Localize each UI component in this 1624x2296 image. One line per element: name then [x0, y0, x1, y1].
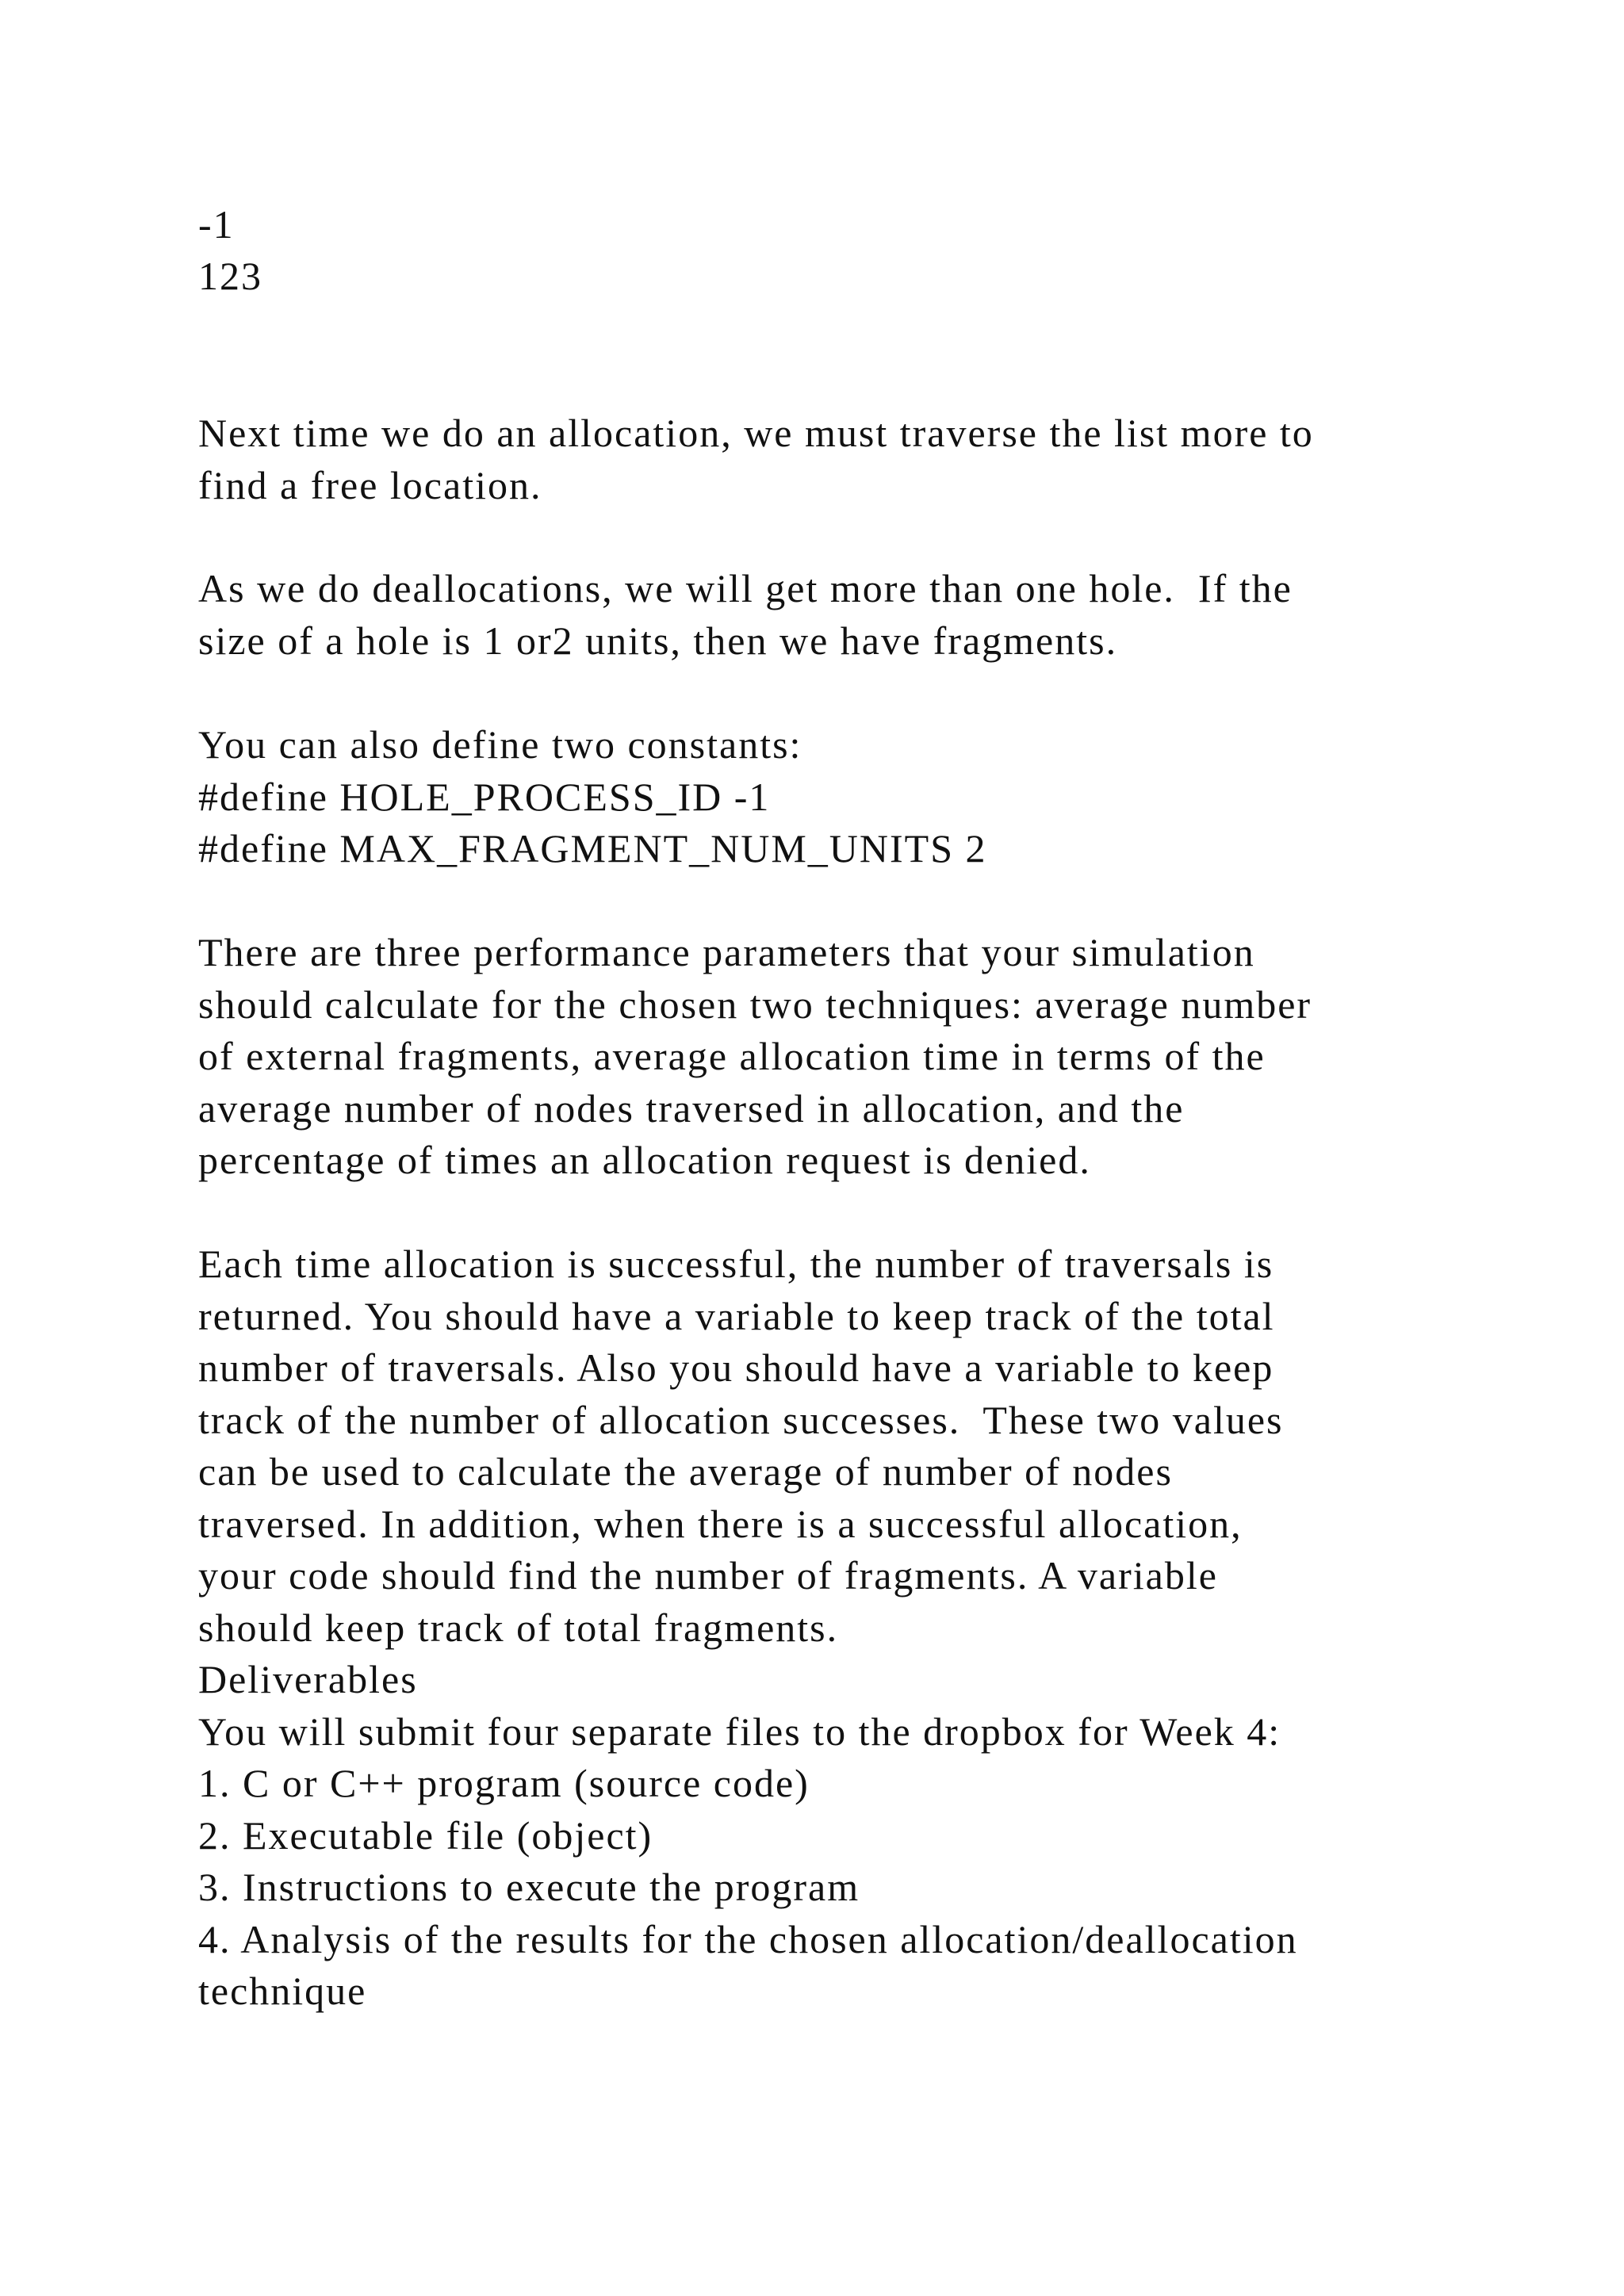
paragraph-line-5: As we do deallocations, we will get more than one hole. If the [198, 566, 1293, 610]
paragraph-line-21: your code should find the number of fragments. A variable [198, 1553, 1218, 1598]
paragraph-line-24: You will submit four separate files to the dropbox for Week 4: [198, 1709, 1281, 1754]
paragraph-line-6: size of a hole is 1 or2 units, then we have fragments. [198, 618, 1118, 663]
paragraph-line-10: There are three performance parameters that your simulation [198, 930, 1255, 974]
paragraph-line-14: percentage of times an allocation request is denied. [198, 1138, 1091, 1182]
text-line-7: You can also define two constants: [198, 722, 802, 767]
paragraph-line-20: traversed. In addition, when there is a successful allocation, [198, 1502, 1243, 1546]
code-line-9: #define MAX_FRAGMENT_NUM_UNITS 2 [198, 826, 987, 871]
list-item-4: 4. Analysis of the results for the chosen allocation/deallocation [198, 1917, 1298, 1961]
paragraph-line-19: can be used to calculate the average of number of nodes [198, 1449, 1173, 1494]
text-line-2: 123 [198, 254, 262, 298]
list-item-4-continuation: technique [198, 1969, 367, 2013]
list-item-2: 2. Executable file (object) [198, 1813, 653, 1858]
paragraph-line-17: number of traversals. Also you should have a variable to keep [198, 1345, 1274, 1390]
text-line-1: -1 [198, 202, 235, 247]
paragraph-line-13: average number of nodes traversed in allocation, and the [198, 1086, 1185, 1131]
list-item-3: 3. Instructions to execute the program [198, 1865, 860, 1909]
list-item-1: 1. C or C++ program (source code) [198, 1761, 810, 1805]
paragraph-line-15: Each time allocation is successful, the number of traversals is [198, 1242, 1274, 1286]
paragraph-line-16: returned. You should have a variable to keep track of the total [198, 1294, 1275, 1338]
paragraph-line-11: should calculate for the chosen two techniques: average number [198, 982, 1312, 1027]
section-heading-deliverables: Deliverables [198, 1657, 418, 1701]
code-line-8: #define HOLE_PROCESS_ID -1 [198, 775, 771, 819]
paragraph-line-18: track of the number of allocation successes. These two values [198, 1398, 1284, 1442]
paragraph-line-12: of external fragments, average allocation time in terms of the [198, 1034, 1266, 1078]
paragraph-line-3: Next time we do an allocation, we must traverse the list more to [198, 411, 1314, 455]
paragraph-line-4: find a free location. [198, 463, 542, 507]
paragraph-line-22: should keep track of total fragments. [198, 1605, 839, 1650]
